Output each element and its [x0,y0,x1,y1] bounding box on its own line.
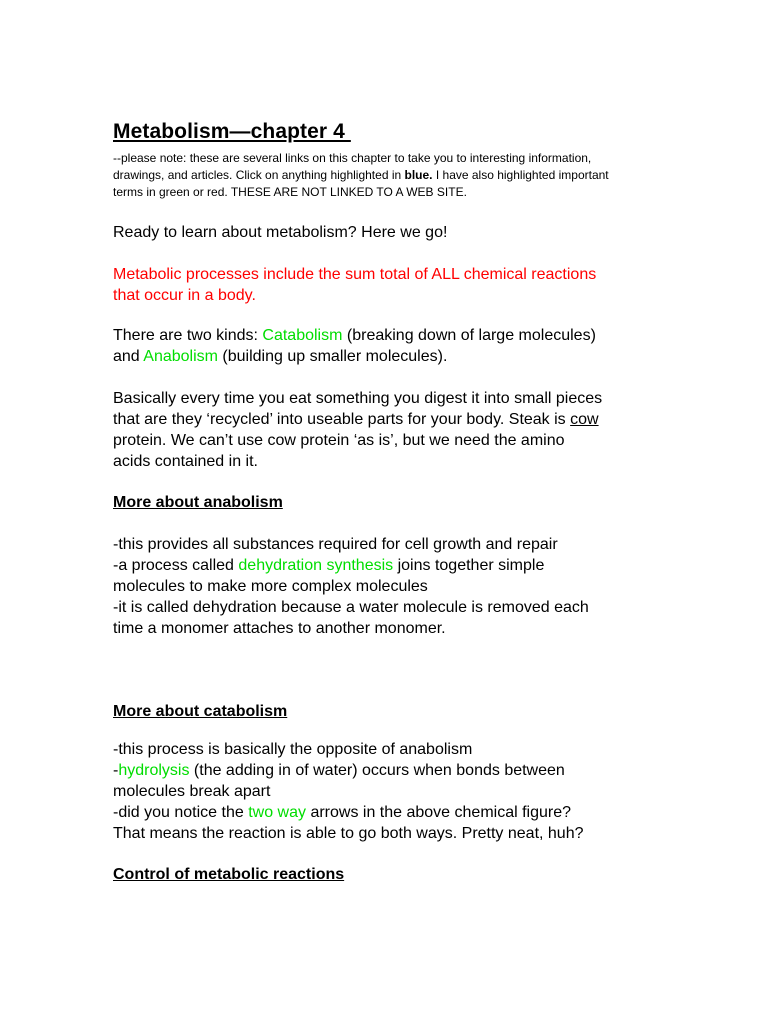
catabolism-line-2-a: - [113,762,119,779]
catabolism-line-3: molecules break apart [113,783,271,800]
kinds-text-4: (building up smaller molecules). [217,348,448,365]
digest-line-1: Basically every time you eat something you digest it into small pieces [113,390,603,407]
intro-paragraph: Ready to learn about metabolism? Here we go! [113,224,448,241]
note-paragraph [113,150,673,201]
anabolism-paragraph [113,534,673,639]
digest-paragraph [113,388,673,472]
digest-line-2 [113,409,673,430]
catabolism-line-2 [113,760,673,781]
digest-line-4: acids contained in it. [113,453,258,470]
digest-line-3: protein. We can’t use cow protein ‘as is’, but we need the amino [113,432,565,449]
dehydration-synthesis-term: dehydration synthesis [238,557,394,574]
anabolism-line-2 [113,555,673,576]
cow-word: cow [570,411,599,428]
anabolism-line-4: -it is called dehydration because a water molecule is removed each [113,599,589,616]
catabolism-line-5: That means the reaction is able to go both ways. Pretty neat, huh? [113,825,584,842]
kinds-line-1 [113,325,673,346]
anabolism-line-3: molecules to make more complex molecules [113,578,428,595]
two-way-term: two way [248,804,306,821]
anabolism-line-2-a: -a process called [113,557,239,574]
kinds-text-3: and [113,348,144,365]
catabolism-line-2-b: (the adding in of water) occurs when bonds between [189,762,565,779]
kinds-text-2: (breaking down of large molecules) [342,327,596,344]
red-statement-line-2: that occur in a body. [113,287,256,304]
digest-line-2-text: that are they ‘recycled’ into useable parts for your body. Steak is [113,411,571,428]
kinds-paragraph [113,325,673,367]
anabolism-line-5: time a monomer attaches to another monomer. [113,620,446,637]
note-blue-word: blue. [404,168,433,182]
catabolism-line-4 [113,802,673,823]
note-line-2-end: I have also highlighted important [432,168,609,182]
control-heading: Control of metabolic reactions [113,866,345,883]
anabolism-heading: More about anabolism [113,494,283,511]
catabolism-term: Catabolism [262,327,343,344]
note-line-2 [113,167,673,184]
anabolism-line-2-b: joins together simple [393,557,545,574]
note-line-3: terms in green or red. THESE ARE NOT LINKED TO A WEB SITE. [113,185,467,199]
page-title: Metabolism—chapter 4 [113,120,351,143]
hydrolysis-term: hydrolysis [118,762,190,779]
catabolism-line-4-a: -did you notice the [113,804,249,821]
catabolism-paragraph [113,739,673,844]
catabolism-line-1: -this process is basically the opposite of anabolism [113,741,473,758]
note-line-1: --please note: these are several links on this chapter to take you to interesting information, [113,151,592,165]
catabolism-line-4-b: arrows in the above chemical figure? [306,804,572,821]
note-line-2-text: drawings, and articles. Click on anything highlighted in [113,168,405,182]
anabolism-line-1: -this provides all substances required for cell growth and repair [113,536,558,553]
red-statement [113,264,673,306]
kinds-line-2 [113,346,673,367]
catabolism-heading: More about catabolism [113,703,288,720]
kinds-text-1: There are two kinds: [113,327,263,344]
anabolism-term: Anabolism [143,348,218,365]
red-statement-line-1: Metabolic processes include the sum total of ALL chemical reactions [113,266,597,283]
